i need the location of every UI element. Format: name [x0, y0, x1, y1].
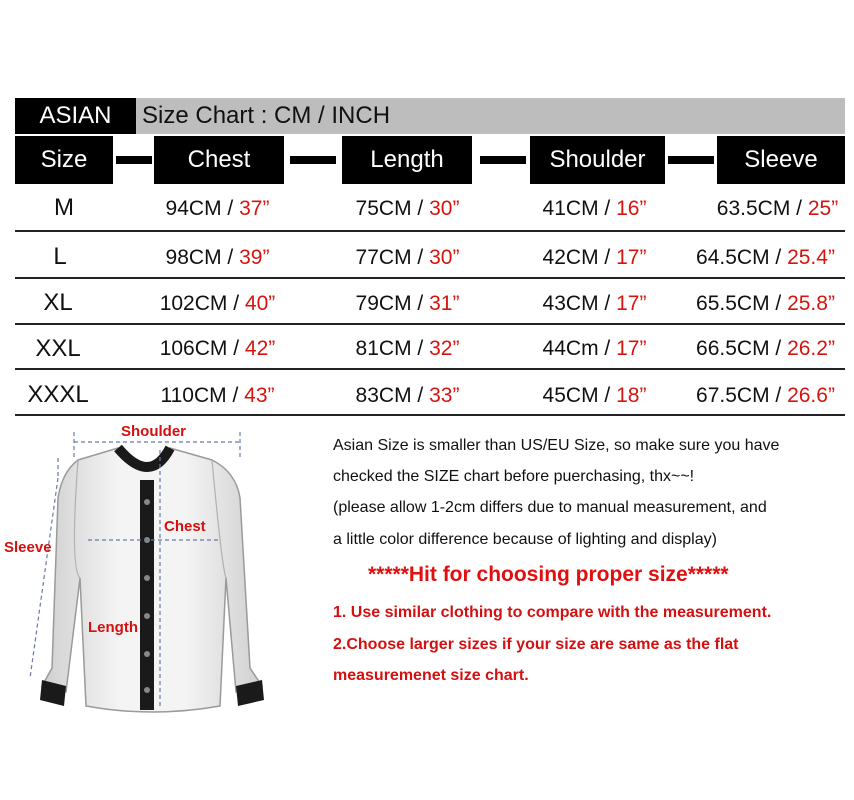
sleeve-value: 66.5CM / 26.2”: [696, 337, 835, 360]
sleeve-value: 67.5CM / 26.6”: [696, 384, 835, 407]
sleeve-value: 65.5CM / 25.8”: [696, 292, 835, 315]
shoulder-value: 41CM / 16”: [542, 197, 647, 220]
chest-value: 98CM / 39”: [165, 246, 270, 269]
shoulder-value: 45CM / 18”: [542, 384, 647, 407]
size-xxxl: XXXL: [27, 381, 89, 408]
column-header-chest: Chest: [154, 136, 284, 184]
header-divider: [668, 156, 714, 164]
header-divider: [290, 156, 336, 164]
length-value: 83CM / 33”: [355, 384, 460, 407]
sleeve-label: Sleeve: [4, 539, 52, 556]
chest-value: 106CM / 42”: [159, 337, 276, 360]
note-line: checked the SIZE chart before puerchasing, thx~~!: [333, 468, 695, 485]
chart-subtitle: Size Chart : CM / INCH: [136, 98, 845, 134]
column-header-length: Length: [342, 136, 472, 184]
length-value: 79CM / 31”: [355, 292, 460, 315]
header-divider: [116, 156, 152, 164]
shoulder-value: 43CM / 17”: [542, 292, 647, 315]
size-m: M: [54, 194, 74, 221]
row-divider: [15, 414, 845, 416]
header-divider: [480, 156, 526, 164]
shoulder-value: 44Cm / 17”: [542, 337, 647, 360]
shoulder-value: 42CM / 17”: [542, 246, 647, 269]
tip-line: 1. Use similar clothing to compare with the measurement.: [333, 604, 772, 621]
column-header-shoulder: Shoulder: [530, 136, 665, 184]
length-label: Length: [88, 619, 138, 636]
length-value: 75CM / 30”: [355, 197, 460, 220]
size-xl: XL: [43, 289, 73, 316]
sleeve-value: 64.5CM / 25.4”: [696, 246, 835, 269]
chest-label: Chest: [164, 518, 206, 535]
length-value: 77CM / 30”: [355, 246, 460, 269]
size-xxl: XXL: [35, 335, 81, 362]
row-divider: [15, 230, 845, 232]
row-divider: [15, 368, 845, 370]
column-header-sleeve: Sleeve: [717, 136, 845, 184]
sleeve-value: 63.5CM / 25”: [716, 197, 839, 220]
note-line: Asian Size is smaller than US/EU Size, so make sure you have: [333, 437, 780, 454]
tip-line: measuremenet size chart.: [333, 667, 529, 684]
region-label: ASIAN: [15, 98, 136, 134]
size-hint: *****Hit for choosing proper size*****: [368, 563, 729, 586]
row-divider: [15, 277, 845, 279]
shoulder-label: Shoulder: [121, 423, 187, 440]
note-line: a little color difference because of lighting and display): [333, 531, 717, 548]
row-divider: [15, 323, 845, 325]
chest-value: 94CM / 37”: [165, 197, 270, 220]
placket: [140, 480, 154, 710]
shirt-diagram: [0, 418, 330, 800]
note-line: (please allow 1-2cm differs due to manual measurement, and: [333, 499, 767, 516]
tip-line: 2.Choose larger sizes if your size are same as the flat: [333, 636, 739, 653]
chest-value: 102CM / 40”: [159, 292, 276, 315]
column-header-size: Size: [15, 136, 113, 184]
size-l: L: [53, 243, 67, 270]
chest-value: 110CM / 43”: [160, 384, 275, 407]
length-value: 81CM / 32”: [355, 337, 460, 360]
